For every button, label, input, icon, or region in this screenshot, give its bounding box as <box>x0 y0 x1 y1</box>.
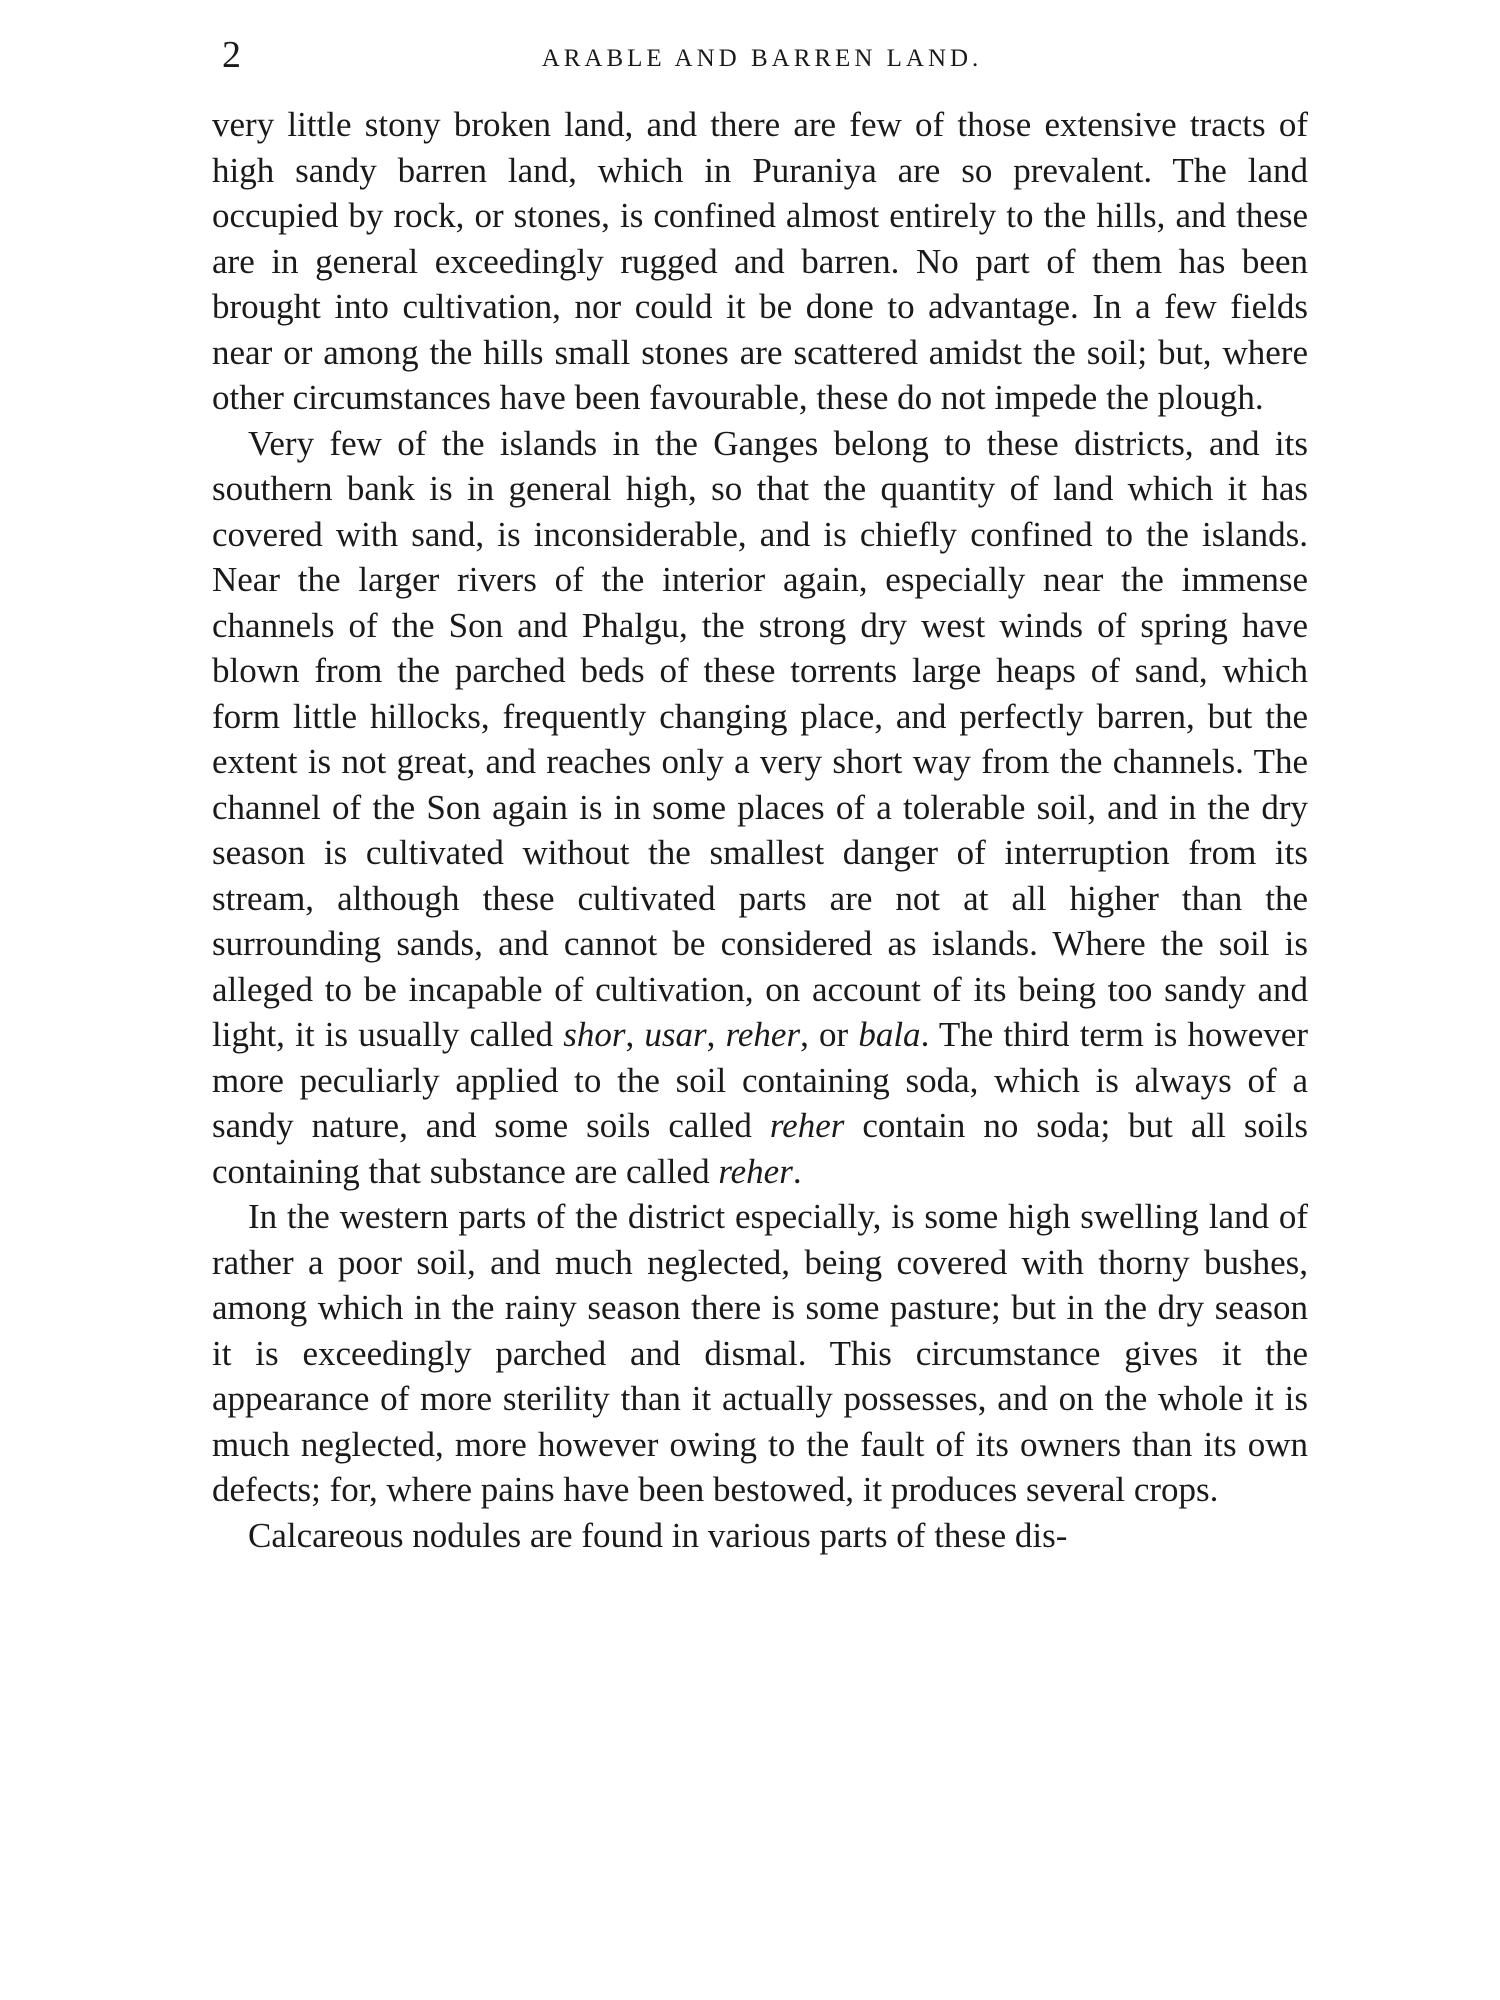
page-header <box>222 30 1302 80</box>
italic-term: usar <box>644 1015 707 1054</box>
text-segment: contain no soda; but all soils containing that substance are called <box>212 1106 1309 1191</box>
italic-term: shor <box>563 1015 626 1054</box>
text-segment: , <box>625 1015 645 1054</box>
paragraph-1 <box>212 102 1308 421</box>
paragraph-4 <box>212 1513 1308 1559</box>
text-segment: In the western parts of the district especially, is some high swelling land of rather a poor soil, and much neglected, being covered with thorny bushes, among which in the rainy season there is some pasture; but in the dry season it is exceedingly parched and dismal. This circumstance gives it the appearance of more sterility than it actually possesses, and on the whole it is much neglected, more however owing to the fault of its owners than its own defects; for, where pains have been bestowed, it produces several crops. <box>212 1197 1308 1509</box>
italic-term: reher <box>718 1151 793 1191</box>
text-segment: , <box>706 1015 726 1054</box>
text-segment: very little stony broken land, and there are few of those extensive tracts of high sandy barren land, which in Puraniya are so prevalent. The land occupied by rock, or stones, is confined almost entirely to the hills, and these are in general exceedingly rugged and barren. No part of them has been brought into cultivation, nor could it be done to advantage. In a few fields near or among the hills small stones are scattered amidst the soil; but, where other circumstances have been favourable, these do not impede the plough. <box>212 105 1308 417</box>
text-segment: Calcareous nodules are found in various parts of these dis- <box>248 1515 1068 1555</box>
paragraph-2 <box>212 421 1308 1195</box>
text-segment: , or <box>800 1015 859 1054</box>
body-text <box>212 102 1308 1558</box>
paragraph-3 <box>212 1194 1308 1513</box>
italic-term: reher <box>725 1015 801 1054</box>
italic-term: reher <box>769 1106 845 1145</box>
running-title: ARABLE AND BARREN LAND. <box>541 45 983 72</box>
page-number: 2 <box>222 34 241 76</box>
text-segment: . The third term is however more peculiarly applied to the soil containing soda, which is always of a sandy nature, and some soils called <box>212 1015 1309 1145</box>
italic-term: bala <box>858 1015 921 1054</box>
text-segment: . <box>792 1151 802 1191</box>
text-segment: Very few of the islands in the Ganges belong to these districts, and its southern bank is in general high, so that the quantity of land which it has covered with sand, is inconsiderable, and is chiefly confined to the islands. Near the larger rivers of the interior again, especially near the immense channels of the Son and Phalgu, the strong dry west winds of spring have blown from the parched beds of these torrents large heaps of sand, which form little hillocks, frequently changing place, and perfectly barren, but the extent is not great, and reaches only a very short way from the channels. The channel of the Son again is in some places of a tolerable soil, and in the dry season is cultivated without the smallest danger of interruption from its stream, although these cultivated parts are not at all higher than the surrounding sands, and cannot be considered as islands. Where the soil is alleged to be incapable of cultivation, on account of its being too sandy and light, it is usually called <box>212 423 1308 1054</box>
